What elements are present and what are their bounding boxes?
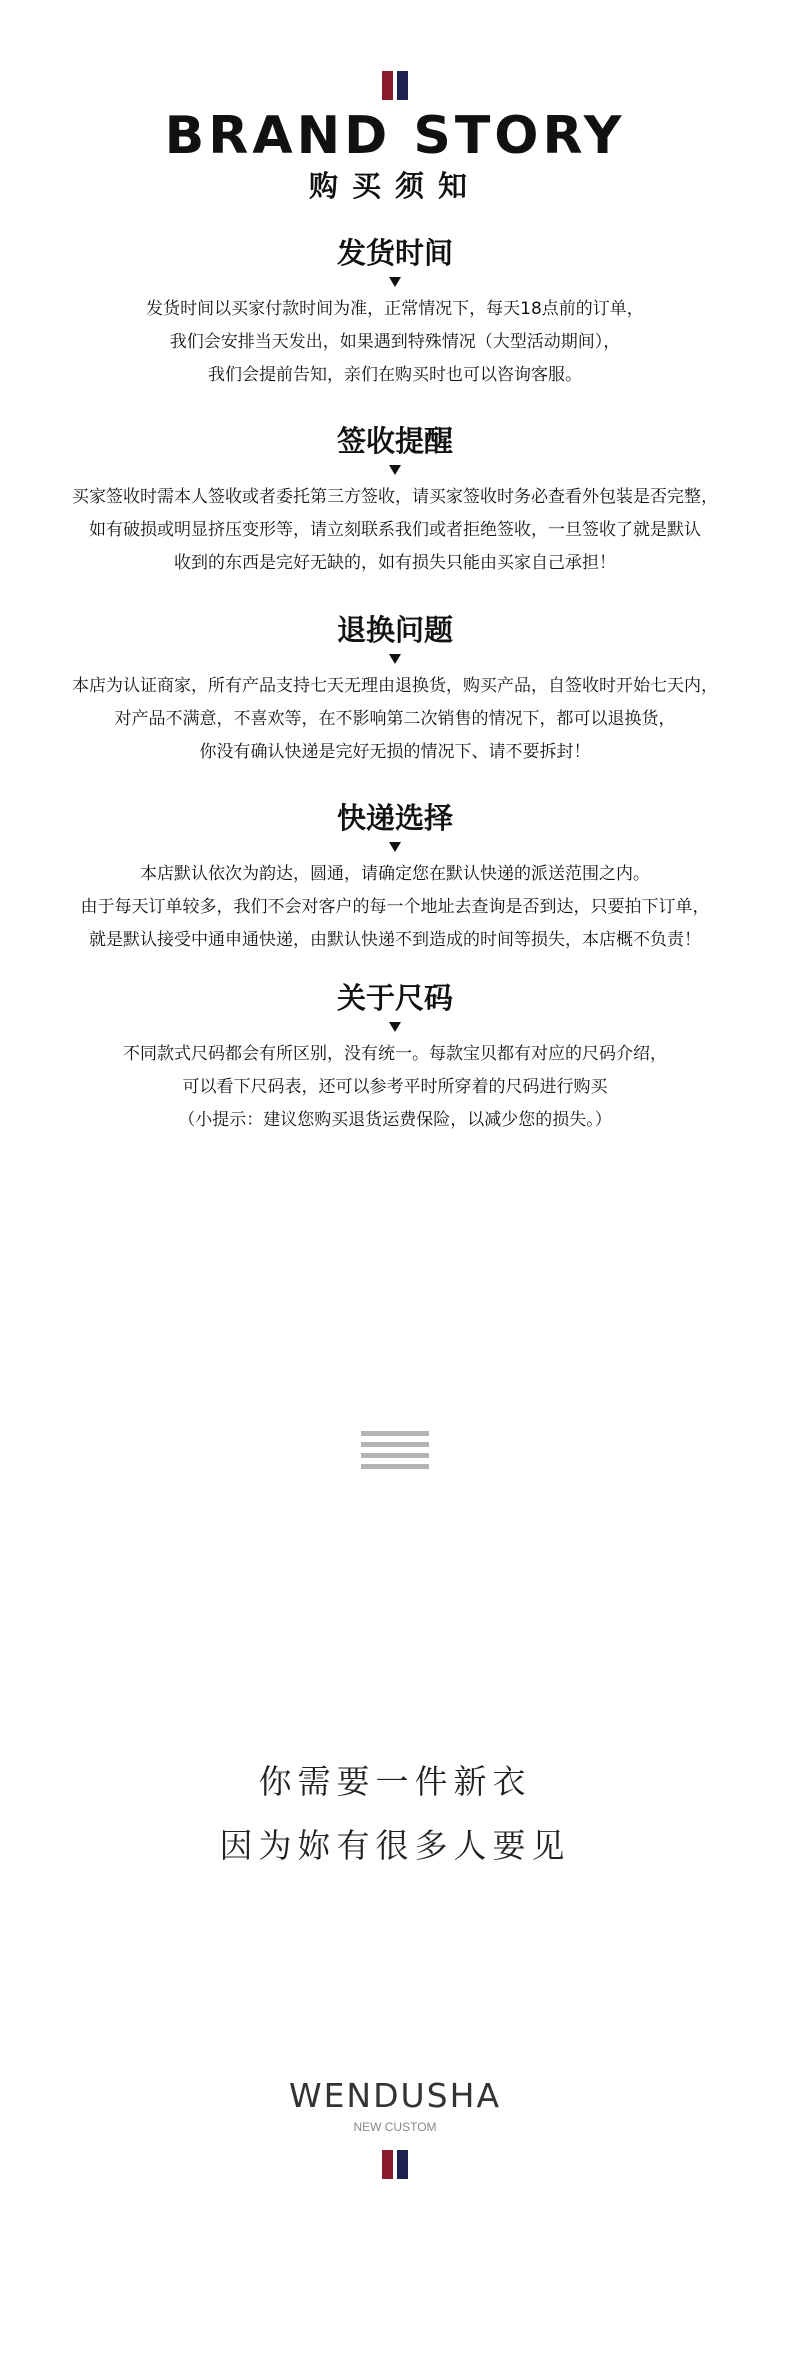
- section-line: 本店为认证商家，所有产品支持七天无理由退换货，购买产品，自签收时开始七天内，: [72, 676, 718, 696]
- section-returns: [0, 610, 790, 769]
- section-line: 可以看下尺码表，还可以参考平时所穿着的尺码进行购买: [182, 1077, 608, 1097]
- menu-bar: [361, 1431, 429, 1436]
- section-line: 你没有确认快递是完好无损的情况下、请不要拆封！: [199, 742, 591, 762]
- section-sizing: [0, 978, 790, 1137]
- menu-bar: [361, 1453, 429, 1458]
- flag-logo-bottom: [382, 2150, 408, 2179]
- section-receipt-reminder: [0, 421, 790, 580]
- section-line: 如有破损或明显挤压变形等，请立刻联系我们或者拒绝签收，一旦签收了就是默认: [89, 520, 701, 540]
- slogan-line-1: 你需要一件新衣: [258, 1762, 532, 1801]
- flag-logo-top: [382, 71, 408, 100]
- footer-tagline: NEW CUSTOM: [353, 2120, 437, 2134]
- menu-bar: [361, 1464, 429, 1469]
- section-line: 我们会提前告知，亲们在购买时也可以咨询客服。: [208, 365, 582, 385]
- section-line: 发货时间以买家付款时间为准，正常情况下，每天18点前的订单，: [146, 299, 644, 319]
- section-courier: [0, 798, 790, 957]
- triangle-down-icon: [389, 277, 401, 287]
- triangle-down-icon: [389, 465, 401, 475]
- section-line: 就是默认接受中通申通快递，由默认快递不到造成的时间等损失，本店概不负责！: [89, 930, 701, 950]
- flag-stripe-red: [382, 2150, 393, 2179]
- section-line: 本店默认依次为韵达，圆通，请确定您在默认快递的派送范围之内。: [140, 864, 650, 884]
- section-title: 退换问题: [336, 613, 453, 647]
- section-title: 签收提醒: [336, 424, 453, 458]
- section-line: 买家签收时需本人签收或者委托第三方签收，请买家签收时务必查看外包装是否完整，: [72, 487, 718, 507]
- section-line: 由于每天订单较多，我们不会对客户的每一个地址去查询是否到达，只要拍下订单，: [80, 897, 710, 917]
- section-title: 关于尺码: [336, 981, 453, 1015]
- section-line: 收到的东西是完好无缺的，如有损失只能由买家自己承担！: [174, 553, 616, 573]
- section-shipping-time: [0, 233, 790, 392]
- flag-stripe-navy: [397, 71, 408, 100]
- triangle-down-icon: [389, 842, 401, 852]
- triangle-down-icon: [389, 1022, 401, 1032]
- section-line: 对产品不满意，不喜欢等，在不影响第二次销售的情况下，都可以退换货，: [114, 709, 676, 729]
- section-line: 我们会安排当天发出，如果遇到特殊情况（大型活动期间），: [169, 332, 621, 352]
- flag-stripe-navy: [397, 2150, 408, 2179]
- triangle-down-icon: [389, 654, 401, 664]
- footer-brand-logo: WENDUSHA: [288, 2076, 502, 2115]
- page-subtitle: 购买须知: [308, 169, 481, 203]
- section-title: 快递选择: [336, 801, 453, 835]
- flag-stripe-red: [382, 71, 393, 100]
- brand-title: BRAND STORY: [164, 106, 626, 166]
- menu-bar: [361, 1442, 429, 1447]
- section-line: 不同款式尺码都会有所区别，没有统一。每款宝贝都有对应的尺码介绍，: [123, 1044, 667, 1064]
- slogan-line-2: 因为妳有很多人要见: [219, 1826, 571, 1865]
- menu-icon: [361, 1431, 429, 1475]
- section-line: （小提示：建议您购买退货运费保险，以减少您的损失。）: [178, 1110, 612, 1130]
- section-title: 发货时间: [336, 236, 453, 270]
